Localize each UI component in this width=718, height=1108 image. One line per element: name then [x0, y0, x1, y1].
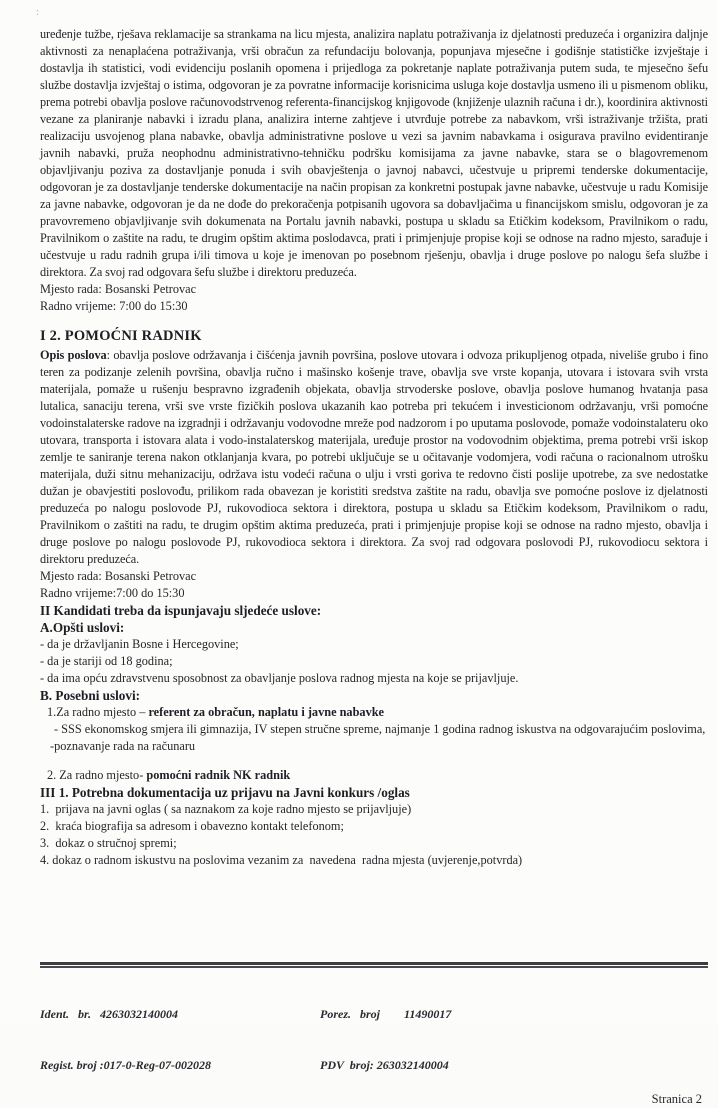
job2-heading: I 2. POMOĆNI RADNIK	[40, 328, 202, 344]
scan-artifact: :	[36, 6, 40, 18]
job2-hours: Radno vrijeme:7:00 do 15:30	[40, 586, 185, 600]
job1-location: Mjesto rada: Bosanski Petrovac	[40, 282, 197, 296]
job1-description-paragraph: uređenje tužbe, rješava reklamacije sa strankama na licu mjesta, analizira naplatu potraživanja iz djelatnosti preduzeća i organizira daljnje aktivnosti za nenaplaćena potraživanja, vrši obračun za refundaciju bolovanja, popunjava mjesečne i godišnje statističke izvještaje i dostavlja ih statistici, vodi evidenciju poslanih opomena i prijedloga za pokretanje naplate potraživanja putem suda, te mjesečno šefu službe dostavlja izvještaj o istima, odgovoran je za povratne informacije korisnicima usluga koje dostavlja usmeno ili u pismenom obliku, prema potrebi obavlja poslove računovodstrvenog referenta-financijskog knjigovode (knjiženje ulaznih računa i dr.), koordinira aktivnosti vezane za planiranje nabavki i izradu plana, analizira interne zahtjeve i utvrđuje potrebe za nabavkom, vrši istraživanje tržišta, prati realizaciju usvojenog plana nabavke, obavlja administrativne poslove u vezi sa javnim nabavkama i osigurava pravilno evidentiranje javnih nabavki, pruža neophodnu administrativno-tehničku podršku komisijama za javne nabavke, stara se o blagovremenom objavljivanju poziva za dostavljanje ponuda i svih obavještenja o javnoj nabavci, učestvuje u pripremi tenderske dokumentacije, odgovoran je za dostavljanje tenderske dokumentacije na način propisan za konkretni postupak javne nabavke, učestvuje u radu Komisije za javne nabavke, odgovoran je da ne dođe do prekoračenja potpisanih ugovora sa dobavljačima u financijskom smislu, odgovoran je za pravovremeno objavljivanje svih dokumenata na Portalu javnih nabavki, postupa u skladu sa Etičkim kodeksom, Pravilnikom o radu, Pravilnikom o zaštite na radu, te drugim opštim aktima poslodavca, prati i primjenjuje propise koji se odnose na radno mjesto, sarađuje i učestvuje u radu radnih grupa i/ili timova u koje je imenovan po posebnom rješenju, obavlja i druge poslove po nalogu šefa službe i direktora. Za svoj rad odgovara šefu službe i direktoru preduzeća.	[40, 27, 708, 279]
footer-double-rule	[40, 962, 708, 968]
special-condition-position-1	[47, 704, 708, 721]
document-content	[40, 26, 708, 869]
special-condition-2-prefix: 2. Za radno mjesto-	[47, 768, 147, 782]
special-condition-1-requirement: - SSS ekonomskog smjera ili gimnazija, IV stepen stručne spreme, najmanje 1 godina radnog iskustva na odgovarajućim poslovima,	[54, 722, 706, 736]
conditions-heading: II Kandidati treba da ispunjavaju sljedeće uslove:	[40, 603, 322, 618]
job2-description-paragraph	[40, 347, 708, 568]
documentation-item: 4. dokaz o radnom iskustvu na poslovima vezanim za navedena radna mjesta (uvjerenje,potvrda)	[40, 853, 523, 867]
special-condition-2-title: pomoćni radnik NK radnik	[146, 768, 291, 782]
general-condition-item: - da je državljanin Bosne i Hercegovine;	[40, 637, 239, 651]
special-condition-1-requirement: -poznavanje rada na računaru	[50, 739, 196, 753]
special-condition-1-prefix: 1.Za radno mjesto –	[47, 705, 149, 719]
footer-ident-block	[40, 972, 320, 1108]
special-condition-1-title: referent za obračun, naplatu i javne nabavke	[148, 705, 385, 719]
footer-pdv-number: PDV broj: 263032140004	[320, 1058, 449, 1072]
job2-location: Mjesto rada: Bosanski Petrovac	[40, 569, 197, 583]
documentation-heading: III 1. Potrebna dokumentacija uz prijavu na Javni konkurs /oglas	[40, 785, 410, 800]
job1-hours: Radno vrijeme: 7:00 do 15:30	[40, 299, 188, 313]
special-condition-position-2	[47, 767, 708, 784]
general-condition-item: - da ima opću zdravstvenu sposobnost za obavljanje poslova radnog mjesta na koje se prijavljuje.	[40, 671, 519, 685]
footer-ident-number: Ident. br. 4263032140004	[40, 1007, 179, 1021]
footer-tax-block	[320, 972, 652, 1108]
job2-description-label: Opis poslova	[40, 348, 107, 362]
general-conditions-heading: A.Opšti uslovi:	[40, 620, 125, 635]
documentation-item: 1. prijava na javni oglas ( sa naznakom za koje radno mjesto se prijavljuje)	[40, 802, 412, 816]
special-conditions-heading: B. Posebni uslovi:	[40, 688, 141, 703]
documentation-item: 3. dokaz o stručnoj spremi;	[40, 836, 177, 850]
page-number: Stranica 2	[651, 1092, 702, 1106]
footer-tax-number: Porez. broj 11490017	[320, 1007, 452, 1021]
documentation-item: 2. kraća biografija sa adresom i obavezno kontakt telefonom;	[40, 819, 344, 833]
footer-regist-number: Regist. broj :017-0-Reg-07-002028	[40, 1058, 211, 1072]
page-footer	[0, 962, 718, 1106]
job2-description-text: : obavlja poslove održavanja i čišćenja javnih površina, poslove utovara i odvoza prikupljenog otpada, niveliše grubo i fino teren za podizanje zelenih površina, obavlja ručno i mašinsko košenje trave, obavlja sve vrste kopanja, utovara i istovara svih vrsta materijala, pomaže u rušenju bespravno izgrađenih objekata, obavlja strvoderske poslove, obavlja poslove humanog hvatanja pasa lutalica, sanaciju terena, vrši sve vrste fizičkih poslova ukazanih kao potreba pri tekućem i investicionom održavanju, vrši pomoćne vodoinstalaterske radove na izgradnji i održavanju vodovodne mreže pod nadzorom i po uputama poslovode, pomaže vodoinstalateru oko utovara, transporta i istovara alata i vodo-instalaterskog materijala, uređuje prostor na vodovodnim objektima, prema potrebi vrši iskop zemlje te saniranje terena nakon otklanjanja kvara, po potrebi uključuje se u očitavanje vodomjera, vodi računa o racionalnom utrošku materijala, duži sitnu mehanizaciju, održava istu vodeći računa o ulju i vrsti goriva te redovno čisti poslije upotrebe, za sve nedostatke dužan je obavjestiti poslovođu, prilikom rada obavezan je koristiti sredstva zaštite na radu, obavlja sve pomoćne poslove iz djelatnosti preduzeća po nalogu poslovode PJ, rukovodioca sektora i direktora, postupa u skladu sa Etičkim kodeksom, Pravilnikom o radu, Pravilnikom o zaštiti na radu, te drugim opštim aktima preduzeća, prati i primjenjuje propise koji se odnose na radno mjesto, obavlja i druge poslove po nalogu poslovode PJ, rukovodioca sektora i direktora. Za svoj rad odgovara poslovodi PJ, rukovodiocu sektora i direktoru preduzeća.	[40, 348, 708, 566]
general-condition-item: - da je stariji od 18 godina;	[40, 654, 173, 668]
